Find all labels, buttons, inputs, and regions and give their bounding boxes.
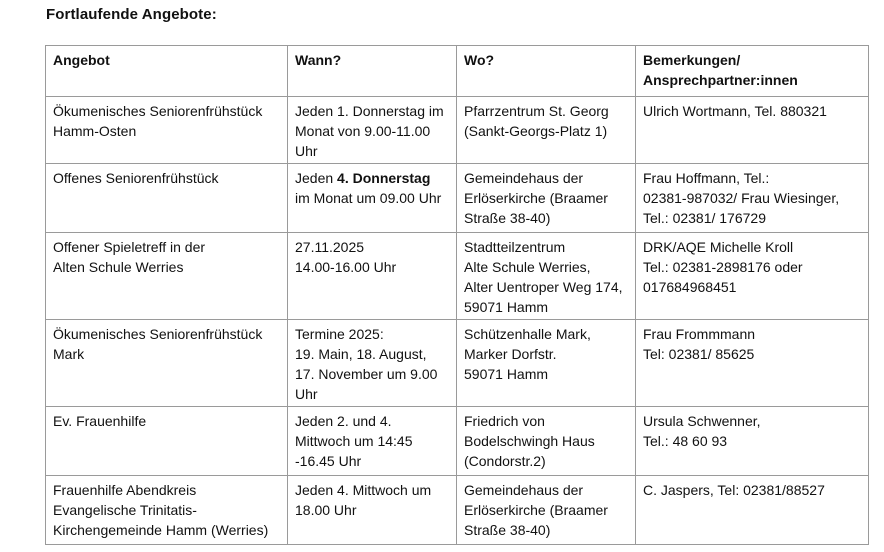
cell-line: Friedrich von [464,413,545,429]
cell-line: -16.45 Uhr [295,453,362,469]
cell-line: Schützenhalle Mark, [464,326,591,342]
cell-line: Erlöserkirche (Braamer [464,502,608,518]
header-angebot: Angebot [46,46,288,97]
cell-line: Gemeindehaus der [464,170,584,186]
cell-line: Mittwoch um 14:45 [295,433,413,449]
cell-angebot [46,164,288,233]
cell-line: Frau Frommmann [643,326,756,342]
header-bemerkungen-line: Ansprechpartner:innen [643,72,798,88]
cell-line: Gemeindehaus der [464,482,584,498]
cell-line: 14.00-16.00 Uhr [295,259,397,275]
cell-bemerkungen [636,164,869,233]
cell-bemerkungen [636,233,869,320]
cell-wann [288,407,457,476]
cell-line: Jeden 1. Donnerstag im [295,103,444,119]
cell-line: 02381-987032/ Frau Wiesinger, [643,190,840,206]
cell-wo [457,476,636,545]
cell-line: 19. Main, 18. August, [295,346,427,362]
header-bemerkungen [636,46,869,97]
cell-line: im Monat um 09.00 Uhr [295,190,442,206]
cell-line: Tel.: 02381/ 176729 [643,210,766,226]
cell-line: Offenes Seniorenfrühstück [53,170,219,186]
cell-wann [288,97,457,164]
cell-line: 17. November um 9.00 [295,366,438,382]
cell-line: 017684968451 [643,279,737,295]
table-row [46,476,869,545]
cell-line: Ulrich Wortmann, Tel. 880321 [643,103,827,119]
cell-line: Alten Schule Werries [53,259,184,275]
cell-bemerkungen [636,97,869,164]
cell-line: 59071 Hamm [464,366,549,382]
cell-wann [288,320,457,407]
cell-line: Monat von 9.00-11.00 [295,123,431,139]
cell-line: Kirchengemeinde Hamm (Werries) [53,522,269,538]
cell-wann [288,476,457,545]
cell-line: Mark [53,346,85,362]
cell-line: C. Jaspers, Tel: 02381/88527 [643,482,825,498]
cell-line: 59071 Hamm [464,299,549,315]
table-row [46,233,869,320]
cell-angebot [46,476,288,545]
cell-line: Frau Hoffmann, Tel.: [643,170,770,186]
cell-line [295,168,450,188]
cell-line: (Sankt-Georgs-Platz 1) [464,123,608,139]
cell-line: Jeden 2. und 4. [295,413,392,429]
cell-line: Erlöserkirche (Braamer [464,190,608,206]
table-row [46,407,869,476]
header-wann: Wann? [288,46,457,97]
cell-line: Termine 2025: [295,326,384,342]
cell-bemerkungen [636,407,869,476]
cell-angebot [46,407,288,476]
cell-line: Marker Dorfstr. [464,346,557,362]
cell-line: Straße 38-40) [464,522,551,538]
cell-text: Jeden [295,170,338,186]
cell-angebot [46,233,288,320]
cell-line: Uhr [295,386,318,402]
cell-wo [457,164,636,233]
cell-line: DRK/AQE Michelle Kroll [643,239,794,255]
offers-table [45,45,869,545]
cell-line: 18.00 Uhr [295,502,357,518]
cell-wo [457,233,636,320]
cell-line: Bodelschwingh Haus [464,433,595,449]
cell-line: Alter Uentroper Weg 174, [464,279,623,295]
cell-line: Ökumenisches Seniorenfrühstück [53,103,263,119]
cell-line: Evangelische Trinitatis- [53,502,197,518]
cell-angebot [46,97,288,164]
cell-line: Tel.: 48 60 93 [643,433,728,449]
cell-line: Ursula Schwenner, [643,413,761,429]
cell-line: Tel.: 02381-2898176 oder [643,259,803,275]
cell-line: Offener Spieletreff in der [53,239,206,255]
cell-angebot [46,320,288,407]
header-bemerkungen-line: Bemerkungen/ [643,52,741,68]
cell-line: Ökumenisches Seniorenfrühstück [53,326,263,342]
cell-line: Ev. Frauenhilfe [53,413,147,429]
cell-line: (Condorstr.2) [464,453,546,469]
cell-wo [457,320,636,407]
section-heading: Fortlaufende Angebote: [46,6,217,23]
table-row [46,320,869,407]
cell-bemerkungen [636,320,869,407]
cell-line: Uhr [295,143,318,159]
cell-wann [288,164,457,233]
cell-line: Jeden 4. Mittwoch um [295,482,432,498]
cell-line: Straße 38-40) [464,210,551,226]
cell-line: Pfarrzentrum St. Georg [464,103,609,119]
cell-line: Stadtteilzentrum [464,239,566,255]
table-header-row [46,46,869,97]
cell-line: Tel: 02381/ 85625 [643,346,755,362]
cell-wann [288,233,457,320]
table-row [46,164,869,233]
cell-line: 27.11.2025 [295,239,365,255]
table-row [46,97,869,164]
cell-wo [457,407,636,476]
cell-bold-text: 4. Donnerstag [337,170,431,186]
header-wo: Wo? [457,46,636,97]
cell-line: Hamm-Osten [53,123,137,139]
cell-line: Frauenhilfe Abendkreis [53,482,197,498]
cell-wo [457,97,636,164]
cell-bemerkungen [636,476,869,545]
cell-line: Alte Schule Werries, [464,259,591,275]
